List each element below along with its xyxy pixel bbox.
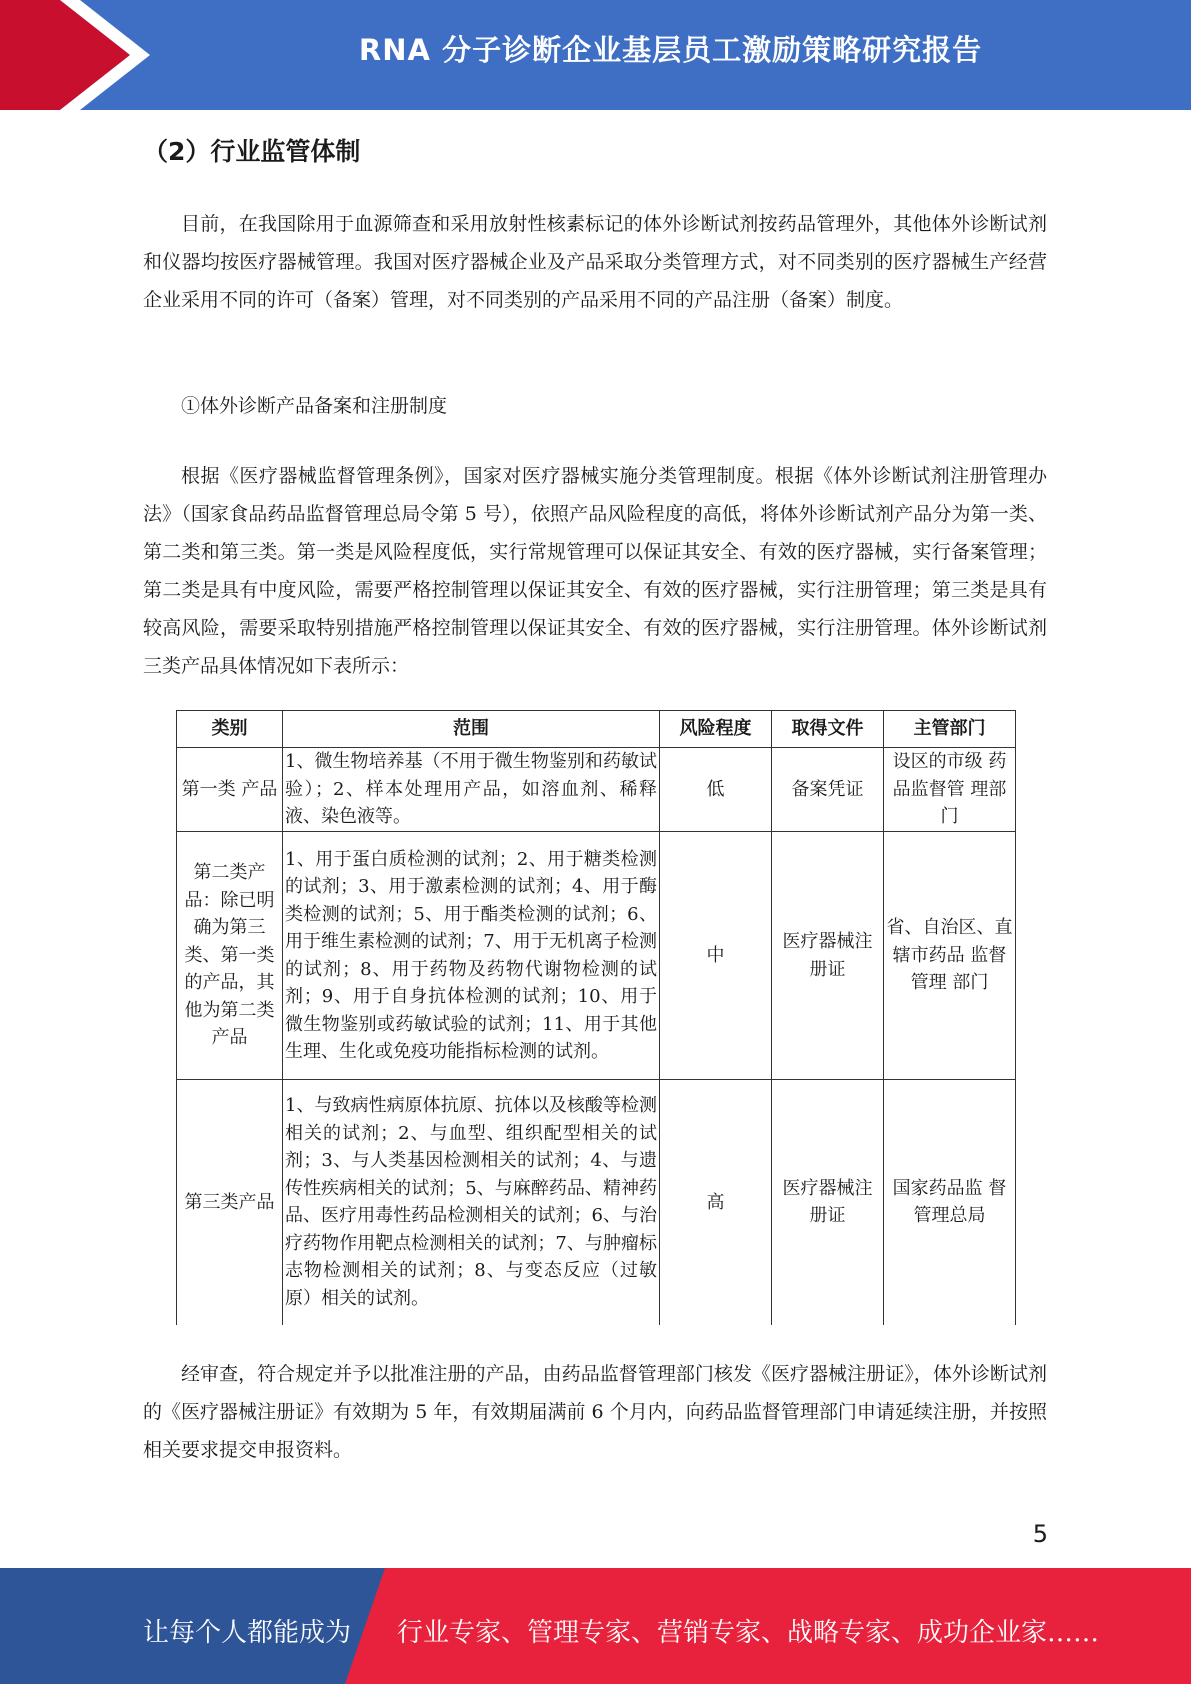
column-header-authority: 主管部门 [884, 711, 1016, 748]
intro-paragraph: 目前，在我国除用于血源筛查和采用放射性核素标记的体外诊断试剂按药品管理外，其他体外诊断试剂和仪器均按医疗器械管理。我国对医疗器械企业及产品采取分类管理方式，对不同类别的医疗器械生产经营企业采用不同的许可（备案）管理，对不同类别的产品采用不同的产品注册（备案）制度。 [143, 213, 1047, 311]
cell-risk: 中 [660, 832, 772, 1080]
page-header [0, 0, 1191, 110]
cell-authority: 设区的市级 药品监督管 理部门 [884, 748, 1016, 832]
cell-category: 第一类 产品 [177, 748, 283, 832]
cell-category: 第二类产品：除已明确为第三类、第一类的产品，其他为第二类产品 [177, 832, 283, 1080]
cell-scope: 1、微生物培养基（不用于微生物鉴别和药敏试验）；2、样本处理用产品，如溶血剂、稀释液、染色液等。 [283, 748, 660, 832]
cell-risk: 高 [660, 1080, 772, 1325]
table-row [177, 832, 1016, 1080]
cell-category: 第三类产品 [177, 1080, 283, 1325]
registration-paragraph: 经审查，符合规定并予以批准注册的产品，由药品监督管理部门核发《医疗器械注册证》，体外诊断试剂的《医疗器械注册证》有效期为 5 年，有效期届满前 6 个月内，向药品监督管理部门申请延续注册，并按照相关要求提交申报资料。 [143, 1363, 1047, 1461]
column-header-scope: 范围 [283, 711, 660, 748]
column-header-category: 类别 [177, 711, 283, 748]
footer-slogan-right: 行业专家、管理专家、营销专家、战略专家、成功企业家…… [397, 1618, 1100, 1648]
page-footer [0, 1568, 1191, 1684]
table-row [177, 1080, 1016, 1325]
column-header-risk: 风险程度 [660, 711, 772, 748]
footer-slogan-left: 让每个人都能成为 [143, 1618, 352, 1648]
cell-document: 备案凭证 [772, 748, 884, 832]
subheading-paragraph: ①体外诊断产品备案和注册制度 [181, 395, 448, 417]
cell-document: 医疗器械注册证 [772, 1080, 884, 1325]
column-header-document: 取得文件 [772, 711, 884, 748]
cell-scope: 1、用于蛋白质检测的试剂；2、用于糖类检测的试剂；3、用于激素检测的试剂；4、用于酶类检测的试剂；5、用于酯类检测的试剂；6、用于维生素检测的试剂；7、用于无机离子检测的试剂；8、用于药物及药物代谢物检测的试剂；9、用于自身抗体检测的试剂；10、用于微生物鉴别或药敏试验的试剂；11、用于其他生理、生化或免疫功能指标检测的试剂。 [283, 832, 660, 1080]
report-title: RNA 分子诊断企业基层员工激励策略研究报告 [358, 33, 983, 67]
section-heading: （2）行业监管体制 [143, 137, 361, 166]
table-row [177, 748, 1016, 832]
cell-authority: 省、自治区、直辖市药品 监督管理 部门 [884, 832, 1016, 1080]
cell-document: 医疗器械注册证 [772, 832, 884, 1080]
cell-authority: 国家药品监 督管理总局 [884, 1080, 1016, 1325]
cell-risk: 低 [660, 748, 772, 832]
ivd-classification-table [176, 710, 1016, 1325]
cell-scope: 1、与致病性病原体抗原、抗体以及核酸等检测相关的试剂；2、与血型、组织配型相关的试剂；3、与人类基因检测相关的试剂；4、与遗传性疾病相关的试剂；5、与麻醉药品、精神药品、医疗用毒性药品检测相关的试剂；6、与治疗药物作用靶点检测相关的试剂；7、与肿瘤标志物检测相关的试剂；8、与变态反应（过敏原）相关的试剂。 [283, 1080, 660, 1325]
table-header-row [177, 711, 1016, 748]
page-number: 5 [1032, 1520, 1048, 1548]
classification-paragraph: 根据《医疗器械监督管理条例》，国家对医疗器械实施分类管理制度。根据《体外诊断试剂注册管理办法》（国家食品药品监督管理总局令第 5 号），依照产品风险程度的高低，将体外诊断试剂产品分为第一类、第二类和第三类。第一类是风险程度低，实行常规管理可以保证其安全、有效的医疗器械，实行备案管理；第二类是具有中度风险，需要严格控制管理以保证其安全、有效的医疗器械，实行注册管理；第三类是具有较高风险，需要采取特别措施严格控制管理以保证其安全、有效的医疗器械，实行注册管理。体外诊断试剂三类产品具体情况如下表所示： [143, 465, 1047, 677]
